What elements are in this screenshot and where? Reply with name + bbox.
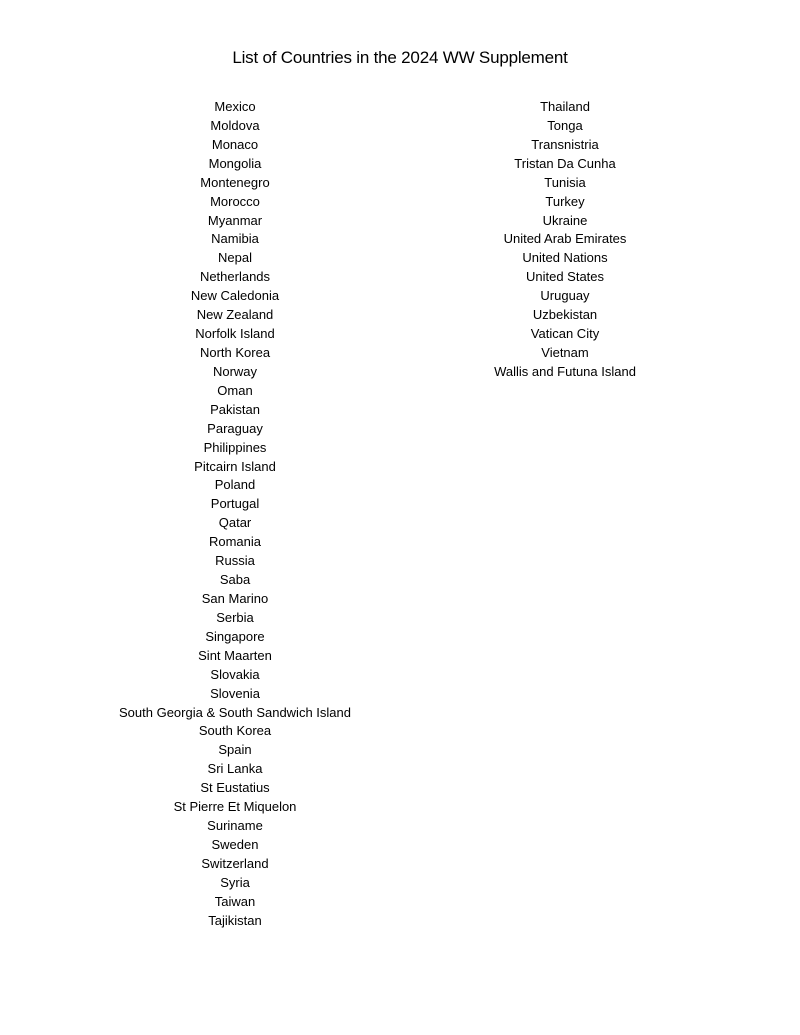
list-item: Norfolk Island xyxy=(195,326,275,342)
list-item: Thailand xyxy=(540,99,590,114)
list-item: Syria xyxy=(220,874,250,890)
list-item: Tajikistan xyxy=(208,912,262,928)
list-item: Transnistria xyxy=(531,136,599,152)
list-item: Pakistan xyxy=(210,401,260,417)
list-item: San Marino xyxy=(201,590,269,606)
list-item: Vietnam xyxy=(541,344,589,360)
page-title: List of Countries in the 2024 WW Supplement xyxy=(232,48,568,67)
list-item: Philippines xyxy=(203,439,267,455)
list-item: Vatican City xyxy=(530,326,600,342)
list-item: North Korea xyxy=(199,344,271,360)
list-item: Paraguay xyxy=(207,420,263,436)
list-item: Poland xyxy=(214,477,256,493)
list-item: Portugal xyxy=(210,496,260,512)
list-item: Monaco xyxy=(211,136,259,152)
list-item: Saba xyxy=(219,572,251,588)
list-item: United Nations xyxy=(522,250,608,266)
list-item: Switzerland xyxy=(201,855,269,871)
list-item: Uzbekistan xyxy=(532,307,598,323)
list-item: Sri Lanka xyxy=(207,761,263,777)
list-item: Sweden xyxy=(211,836,259,852)
list-item: Netherlands xyxy=(199,269,271,285)
list-item: Pitcairn Island xyxy=(194,458,276,474)
list-item: Oman xyxy=(217,382,253,398)
list-item: Norway xyxy=(212,363,258,379)
list-item: New Zealand xyxy=(196,307,274,323)
list-item: South Georgia & South Sandwich Island xyxy=(119,704,351,720)
list-item: Tonga xyxy=(547,117,583,133)
list-item: Qatar xyxy=(218,515,252,531)
list-item: Morocco xyxy=(210,193,260,209)
list-item: Singapore xyxy=(205,628,265,644)
list-item: Mexico xyxy=(214,99,256,114)
list-item: Montenegro xyxy=(200,174,270,190)
list-item: Mongolia xyxy=(208,155,262,171)
list-item: Spain xyxy=(218,742,252,758)
list-item: Slovenia xyxy=(210,685,260,701)
list-item: Moldova xyxy=(210,117,260,133)
list-item: Sint Maarten xyxy=(198,647,272,663)
country-list-right xyxy=(450,98,680,382)
list-item: Tunisia xyxy=(544,174,586,190)
list-item: St Pierre Et Miquelon xyxy=(173,799,297,815)
list-item: Slovakia xyxy=(210,666,260,682)
list-item: New Caledonia xyxy=(190,288,280,304)
list-item: Ukraine xyxy=(542,212,588,228)
list-item: Romania xyxy=(208,534,262,550)
list-item: Namibia xyxy=(211,231,259,247)
list-item: Russia xyxy=(215,553,255,569)
country-list-left xyxy=(105,98,365,931)
list-item: St Eustatius xyxy=(200,780,270,796)
list-item: Serbia xyxy=(216,609,254,625)
list-item: Myanmar xyxy=(207,212,263,228)
list-item: Wallis and Futuna Island xyxy=(494,363,636,379)
list-item: Nepal xyxy=(218,250,252,266)
list-item: Taiwan xyxy=(214,893,256,909)
list-item: Turkey xyxy=(545,193,585,209)
list-item: Suriname xyxy=(207,818,263,834)
list-item: Tristan Da Cunha xyxy=(514,155,616,171)
list-item: United Arab Emirates xyxy=(503,231,627,247)
list-item: Uruguay xyxy=(540,288,590,304)
list-item: United States xyxy=(525,269,605,285)
list-item: South Korea xyxy=(198,723,272,739)
